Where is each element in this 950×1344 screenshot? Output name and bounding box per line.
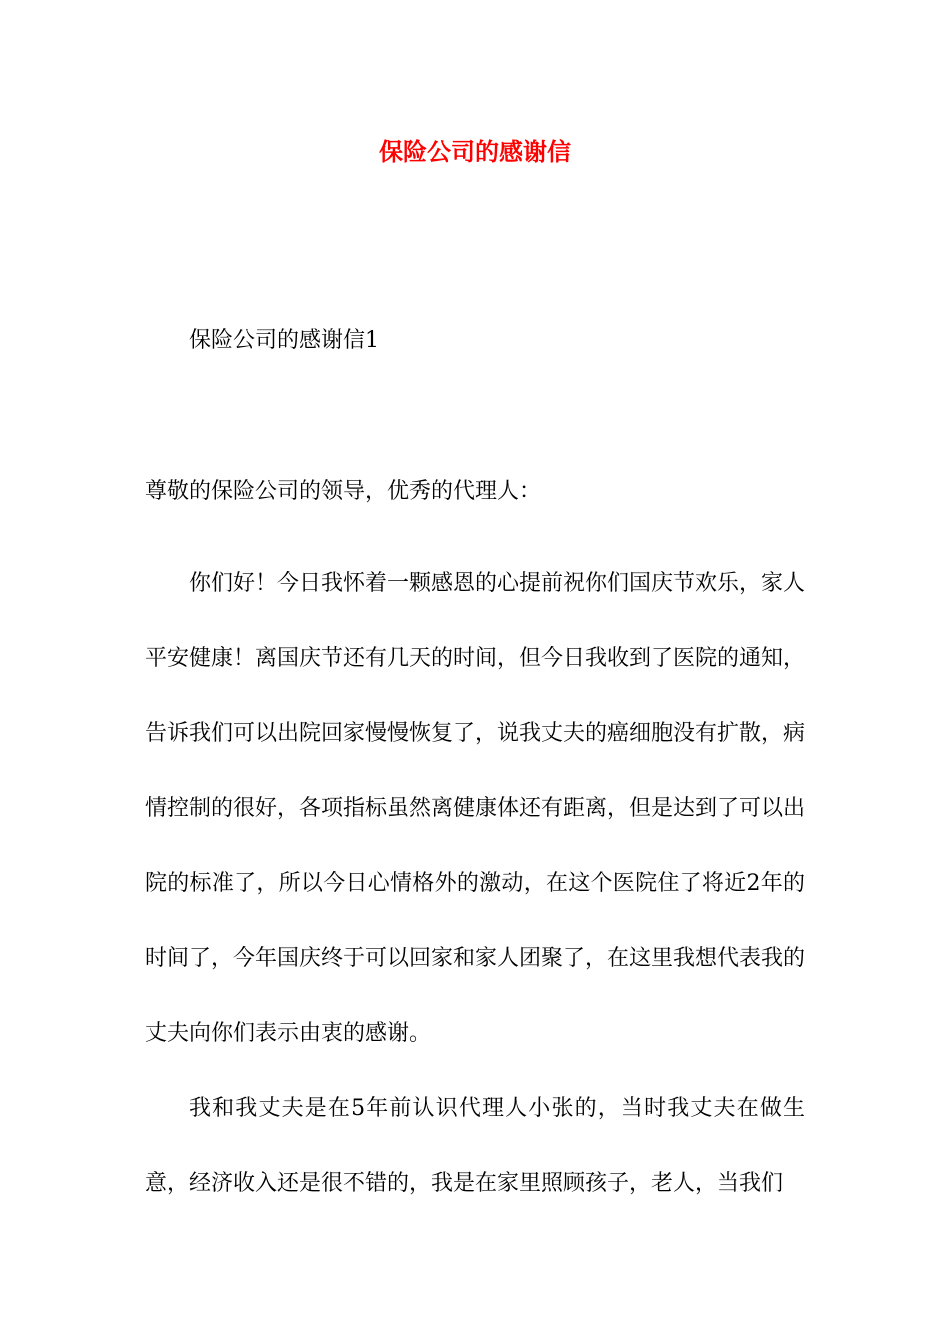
body-paragraph: 你们好！今日我怀着一颗感恩的心提前祝你们国庆节欢乐，家人平安健康！离国庆节还有几天的时间，但今日我收到了医院的通知，告诉我们可以出院回家慢慢恢复了，说我丈夫的癌细胞没有扩散，病情控制的很好，各项指标虽然离健康体还有距离，但是达到了可以出院的标准了，所以今日心情格外的激动，在这个医院住了将近2年的时间了，今年国庆终于可以回家和家人团聚了，在这里我想代表我的丈夫向你们表示由衷的感谢。: [145, 571, 806, 1046]
letter-salutation: 尊敬的保险公司的领导，优秀的代理人：: [145, 479, 542, 504]
document-title: 保险公司的感谢信: [379, 138, 571, 166]
body-paragraph: 我和我丈夫是在5年前认识代理人小张的，当时我丈夫在做生意，经济收入还是很不错的，我是在家里照顾孩子，老人，当我们: [145, 1096, 805, 1196]
letter-body: [145, 546, 805, 1221]
letter-subheading: 保险公司的感谢信1: [189, 328, 379, 353]
